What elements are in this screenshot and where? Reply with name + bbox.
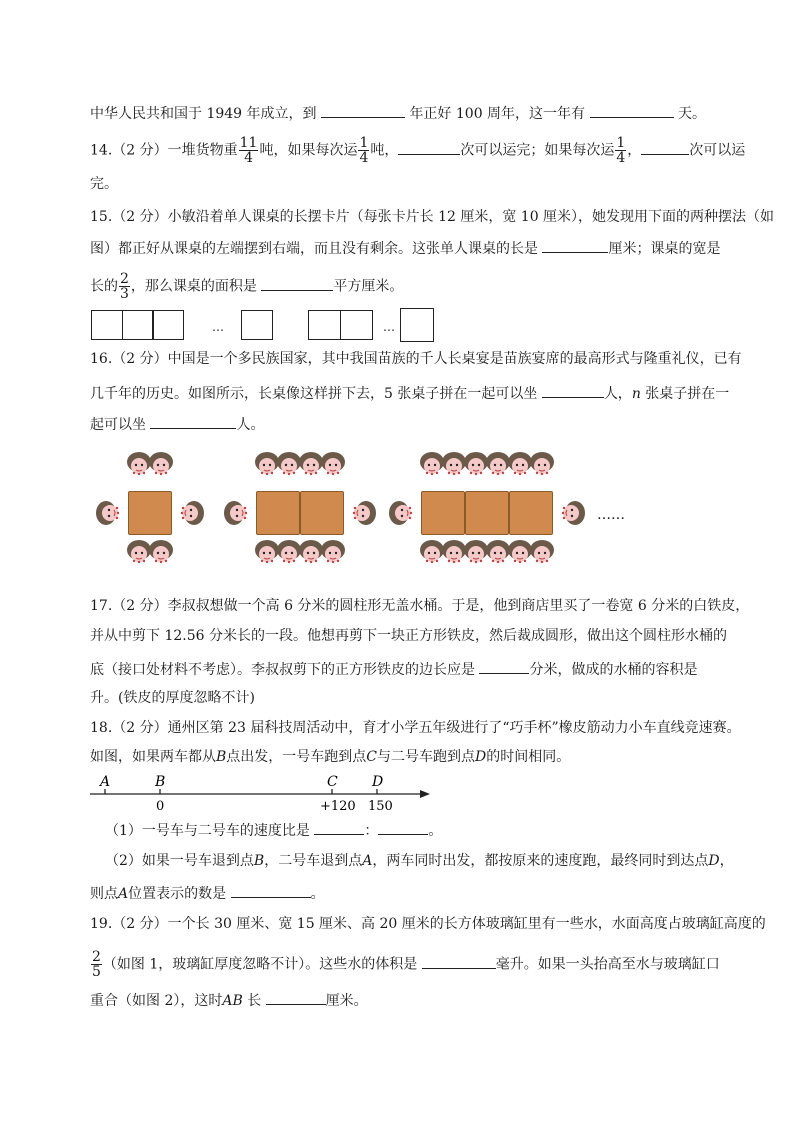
question-17-line3: 底（接口处材料不考虑）。李叔叔剪下的正方形铁皮的边长应是 分米，做成的水桶的容积是 — [90, 659, 697, 680]
card-arrangement-2 — [308, 310, 371, 340]
fraction: $\frac{1}{4}$ — [359, 135, 369, 166]
question-number: 17.（2 分） — [90, 598, 168, 614]
value-c: +120 — [320, 799, 356, 814]
question-15: 15.（2 分）小敏沿着单人课桌的长摆卡片（每张卡片长 12 厘米，宽 10 厘米），她发现用下面的两种摆法（如 — [90, 209, 775, 225]
answer-blank[interactable] — [321, 103, 405, 118]
answer-blank[interactable] — [150, 414, 236, 429]
ellipsis: …… — [597, 507, 625, 523]
answer-blank[interactable] — [542, 383, 604, 398]
table-icon — [465, 491, 509, 535]
table-icon — [300, 491, 344, 535]
question-number: 19.（2 分） — [90, 916, 168, 932]
table-icon — [256, 491, 300, 535]
ellipsis: … — [383, 320, 395, 334]
question-19-line3: 重合（如图 2），这时AB 长 厘米。 — [90, 990, 368, 1011]
card — [400, 308, 434, 342]
fraction: $\frac{2}{3}$ — [120, 271, 129, 302]
person-icon — [178, 499, 204, 527]
label-a: A — [100, 774, 111, 790]
question-number: 15.（2 分） — [90, 209, 168, 225]
question-number: 18.（2 分） — [90, 720, 168, 736]
label-d: D — [372, 774, 384, 790]
person-icon — [148, 451, 174, 479]
person-icon — [389, 499, 415, 527]
person-icon — [559, 499, 585, 527]
answer-blank[interactable] — [590, 103, 674, 118]
person-icon — [529, 539, 555, 567]
answer-blank[interactable] — [378, 820, 428, 835]
person-icon — [350, 499, 376, 527]
person-icon — [224, 499, 250, 527]
table-icon — [421, 491, 465, 535]
table-icon — [509, 491, 553, 535]
question-14: 14.（2 分）一堆货物重 $\frac{11}{4}$ 吨，如果每次运 $\frac{1}{4}$ 吨， 次可以运完；如果每次运 $\frac{1}{4}$ ， 次可以运 — [90, 135, 746, 166]
fraction: $\frac{11}{4}$ — [239, 135, 258, 166]
number-line-arrow — [420, 790, 430, 798]
answer-blank[interactable] — [479, 659, 529, 674]
question-16: 16.（2 分）中国是一个多民族国家，其中我国苗族的千人长桌宴是苗族宴席的最高形式与隆重礼仪，已有 — [90, 351, 742, 367]
answer-blank[interactable] — [398, 140, 460, 155]
question-18: 18.（2 分）通州区第 23 届科技周活动中，育才小学五年级进行了“巧手杯”橡皮筋动力小车直线竞速赛。 — [90, 720, 741, 736]
intro-line: 中华人民共和国于 1949 年成立，到 年正好 100 周年，这一年有 天。 — [90, 103, 706, 124]
person-icon — [529, 451, 555, 479]
label-c: C — [327, 774, 338, 790]
question-17-line2: 并从中剪下 12.56 分米长的一段。他想再剪下一块正方形铁皮，然后裁成圆形，做出这个圆柱形水桶的 — [90, 628, 727, 644]
person-icon — [148, 539, 174, 567]
fraction: $\frac{1}{4}$ — [616, 135, 626, 166]
answer-blank[interactable] — [542, 238, 608, 253]
person-icon — [96, 499, 122, 527]
label-b: B — [155, 774, 166, 790]
ellipsis: … — [212, 320, 224, 334]
question-17-line4: 升。(铁皮的厚度忽略不计) — [90, 690, 255, 706]
value-b: 0 — [156, 799, 165, 814]
value-d: 150 — [368, 799, 393, 814]
question-16-line3: 起可以坐 人。 — [90, 414, 264, 435]
answer-blank[interactable] — [641, 140, 689, 155]
question-number: 16.（2 分） — [90, 351, 168, 367]
person-icon — [320, 539, 346, 567]
card — [152, 310, 184, 340]
question-18-sub1: （1）一号车与二号车的速度比是 ： 。 — [105, 820, 442, 841]
question-18-sub2: （2）如果一号车退到点B，二号车退到点A，两车同时出发，都按原来的速度跑，最终同时到达点D， — [105, 853, 734, 869]
card — [91, 310, 123, 340]
table-icon — [128, 491, 172, 535]
answer-blank[interactable] — [231, 883, 311, 898]
card-arrangement-1-end — [241, 310, 272, 340]
question-16-line2: 几千年的历史。如图所示，长桌像这样拼下去，5 张桌子拼在一起可以坐 人，n 张桌子拼在一 — [90, 383, 729, 404]
question-15-line3: 长的 $\frac{2}{3}$ ，那么课桌的面积是 平方厘米。 — [90, 271, 404, 302]
question-number: 14.（2 分） — [90, 142, 168, 159]
question-19: 19.（2 分）一个长 30 厘米、宽 15 厘米、高 20 厘米的长方体玻璃缸里有一些水，水面高度占玻璃缸高度的 — [90, 916, 766, 932]
answer-blank[interactable] — [261, 276, 333, 291]
question-17: 17.（2 分）李叔叔想做一个高 6 分米的圆柱形无盖水桶。于是，他到商店里买了一卷宽 6 分米的白铁皮， — [90, 598, 750, 614]
question-15-line2: 图）都正好从课桌的左端摆到右端，而且没有剩余。这张单人课桌的长是 厘米；课桌的宽是 — [90, 238, 720, 259]
card — [241, 310, 273, 340]
answer-blank[interactable] — [422, 954, 496, 969]
card-arrangement-1 — [91, 310, 183, 340]
number-line — [88, 770, 438, 816]
card — [122, 310, 154, 340]
person-icon — [320, 451, 346, 479]
question-18-sub3: 则点A位置表示的数是 。 — [90, 883, 325, 904]
card-arrangement-2-end — [400, 308, 433, 338]
question-14-cont: 完。 — [90, 176, 118, 192]
answer-blank[interactable] — [266, 990, 326, 1005]
card — [308, 310, 341, 340]
fraction: $\frac{2}{5}$ — [92, 949, 101, 980]
card — [340, 310, 373, 340]
answer-blank[interactable] — [314, 820, 364, 835]
question-19-line2: $\frac{2}{5}$ （如图 1，玻璃缸厚度忽略不计）。这些水的体积是 毫升。如果一头抬高至水与玻璃缸口 — [92, 949, 720, 980]
question-18-line2: 如图，如果两车都从B点出发，一号车跑到点C与二号车跑到点D的时间相同。 — [90, 749, 571, 765]
